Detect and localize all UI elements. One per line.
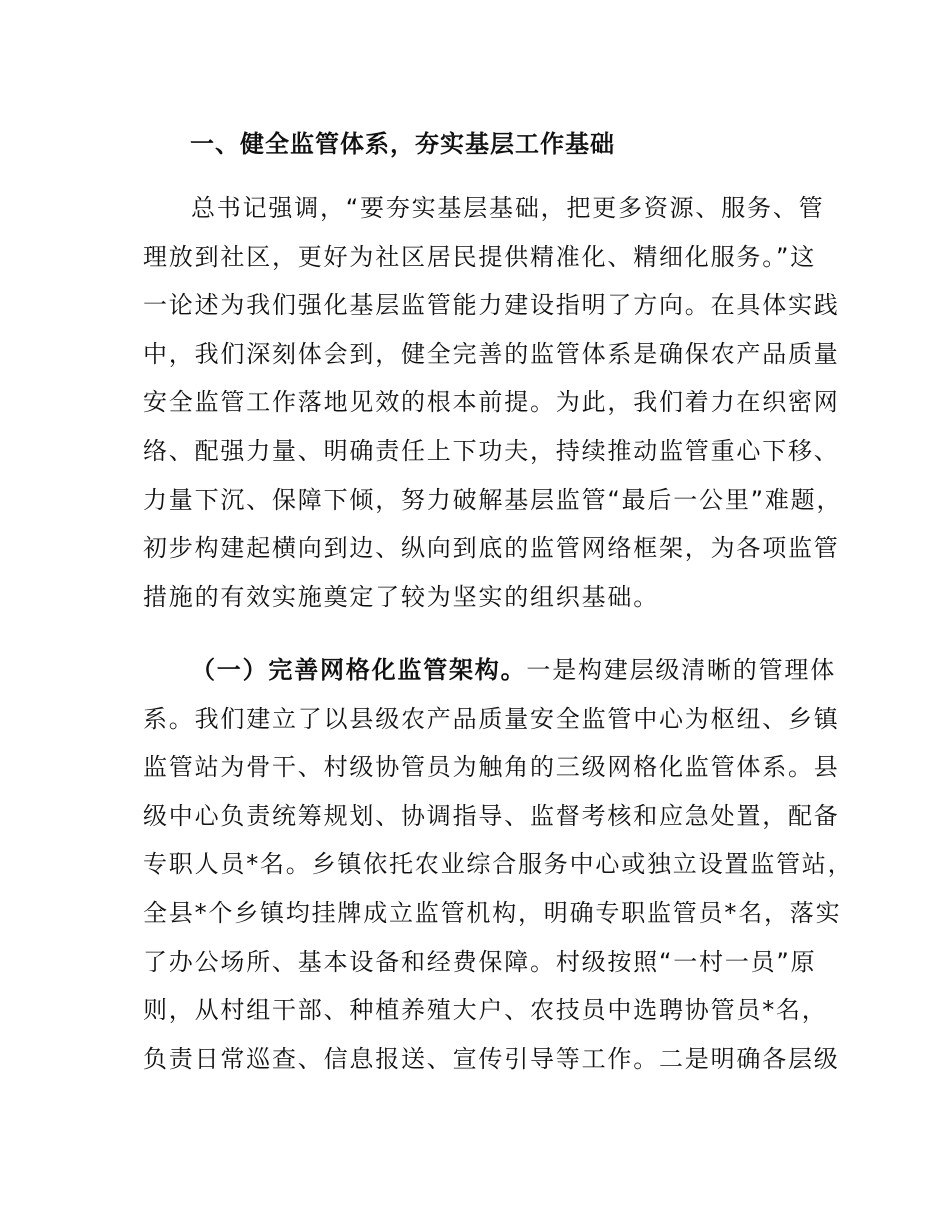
text-line: 中，我们深刻体会到，健全完善的监管体系是确保农产品质量	[143, 339, 840, 368]
subsection-title: （一）完善网格化监管架构。	[191, 656, 527, 684]
text-line: 负责日常巡查、信息报送、宣传引导等工作。二是明确各层级	[143, 1044, 840, 1073]
section-heading: 一、健全监管体系，夯实基层工作基础	[190, 130, 615, 158]
text-line: 了办公场所、基本设备和经费保障。村级按照“一村一员”原	[143, 947, 817, 976]
text-line: 络、配强力量、明确责任上下功夫，持续推动监管重心下移、	[143, 436, 840, 465]
text-line: 一论述为我们强化基层监管能力建设指明了方向。在具体实践	[143, 291, 840, 320]
text-line: 措施的有效实施奠定了较为坚实的组织基础。	[143, 582, 659, 611]
text-line: 级中心负责统筹规划、协调指导、监督考核和应急处置，配备	[143, 801, 840, 830]
text-line: 理放到社区，更好为社区居民提供精准化、精细化服务。”这	[143, 242, 817, 271]
text-line: 力量下沉、保障下倾，努力破解基层监管“最后一公里”难题，	[143, 485, 843, 514]
text-line: 全县*个乡镇均挂牌成立监管机构，明确专职监管员*名，落实	[143, 898, 842, 927]
text-line: 安全监管工作落地见效的根本前提。为此，我们着力在织密网	[143, 388, 840, 417]
text-line: 专职人员*名。乡镇依托农业综合服务中心或独立设置监管站，	[143, 850, 854, 879]
paragraph-intro	[143, 184, 843, 621]
text-line: 总书记强调，“要夯实基层基础，把更多资源、服务、管	[191, 194, 825, 222]
text-line-first	[143, 646, 837, 695]
text-line: 初步构建起横向到边、纵向到底的监管网络框架，为各项监管	[143, 534, 840, 563]
text-line: 系。我们建立了以县级农产品质量安全监管中心为枢纽、乡镇	[143, 704, 840, 733]
text-line: 则，从村组干部、种植养殖大户、农技员中选聘协管员*名，	[143, 996, 828, 1025]
text-span: 一是构建层级清晰的管理体	[526, 656, 837, 684]
text-line: 监管站为骨干、村级协管员为触角的三级网格化监管体系。县	[143, 753, 840, 782]
paragraph-grid-structure	[143, 646, 854, 1083]
